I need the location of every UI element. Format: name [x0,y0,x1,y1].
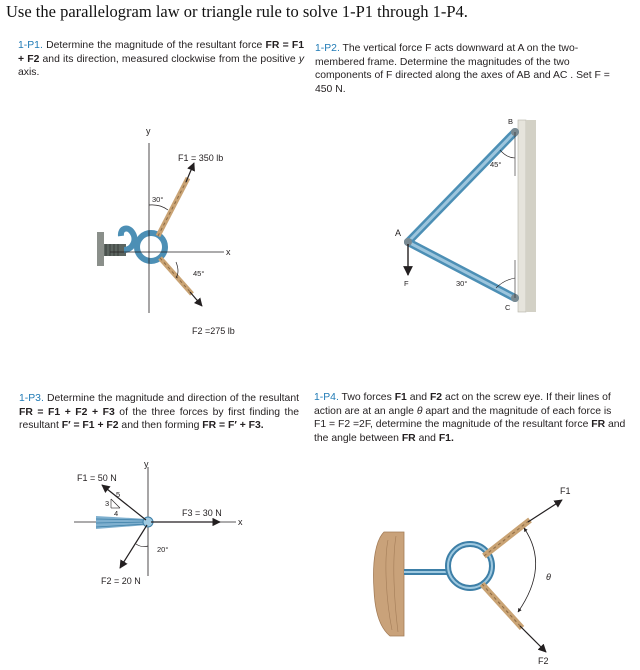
problem-text: axis. [18,67,40,79]
y-axis-label: y [144,459,149,469]
figure-1-p1 [97,126,235,336]
angle-45-label: 45° [490,160,502,169]
slope-triangle [111,499,120,508]
theta-symbol: θ [416,405,423,417]
force-symbol: F1. [438,432,454,444]
force-symbol: F1 [394,392,407,403]
label-c: C [505,303,511,312]
rope-f2 [482,584,522,628]
member-ac [408,242,515,298]
member-ab [408,132,515,242]
axis-symbol: y [298,53,305,65]
angle-30-label: 30° [456,279,468,288]
equation: FR = F1 + F2 [18,40,304,65]
problem-text: Determine the magnitude of the resultant force [46,40,263,51]
problem-text: and [418,432,436,444]
f3-label: F3 = 30 N [182,508,222,518]
problem-text: Two forces [341,392,392,403]
f2-label: F2 =275 lb [192,326,235,336]
angle-45-label: 45° [193,269,205,278]
triangle-side-3: 3 [105,499,110,508]
equation: FR = F1 + F2 + F3 [19,406,115,418]
x-axis-label: x [238,517,243,527]
wall-support [97,232,126,266]
f1-label: F1 [560,486,571,496]
problem-text: and [409,392,428,403]
figure-4-p4 [373,486,570,666]
y-axis-label: y [146,126,151,136]
page-heading: Use the parallelogram law or triangle rule to solve 1-P1 through 1-P4. [6,2,468,21]
force-symbol: FR [591,419,606,431]
label-b: B [508,117,514,126]
problem-text: and then forming [121,420,200,432]
equation: FR = F′ + F3. [202,420,264,432]
problem-text: apart and the magnitude of each force is F1 = F2 =2F, determine the magnitude of the resultant force [314,405,612,431]
problem-text: of the three forces by first finding the resultant [19,406,300,432]
problem-number: 1-P1. [18,40,43,51]
x-axis-label: x [226,247,231,257]
angle-arc-30 [149,205,168,210]
problem-text: act on the screw eye. If their lines of action are at an angle [314,392,611,417]
f1-arrow [528,500,562,522]
triangle-side-5: 5 [116,490,121,499]
angle-arc-20 [136,544,148,547]
wall [518,120,536,312]
problem-number: 1-P2. [315,43,340,54]
problem-number: 1-P4. [314,392,339,403]
f1-label: F1 = 350 lb [178,153,224,163]
force-symbol: FR [401,432,416,444]
f2-label: F2 = 20 N [101,576,141,586]
f1-label: F1 = 50 N [77,473,117,483]
triangle-side-4: 4 [114,509,119,518]
screw-eye [404,544,492,588]
theta-arc [518,528,536,612]
equation: F′ = F1 + F2 [61,420,119,432]
angle-30-label: 30° [152,195,164,204]
problem-text: and the angle between [314,419,626,444]
f2-arrow [190,292,202,306]
problem-text: The vertical force F acts downward at A on the two-membered frame. Determine the magnitudes of the two components of F directed along the axes of AB and AC . Set F = 450 N. [315,43,610,95]
rope-f1 [484,520,530,556]
rope-f2 [160,258,192,294]
cable-bundle [96,516,148,529]
problem-text: and its direction, measured clockwise from the positive [42,53,296,65]
problem-text: Determine the magnitude and direction of the resultant [46,393,299,404]
wooden-block [373,532,404,636]
figure-2-p2 [395,117,536,312]
force-symbol: F2 [429,392,443,403]
angle-arc-b [500,150,515,158]
theta-label: θ [546,572,551,582]
label-f: F [404,279,409,288]
problem-number: 1-P3. [19,393,44,404]
f2-label: F2 [538,656,549,666]
label-a: A [395,228,402,238]
f2-arrow [520,626,546,652]
angle-20-label: 20° [157,545,169,554]
figure-3-p3 [74,459,243,586]
